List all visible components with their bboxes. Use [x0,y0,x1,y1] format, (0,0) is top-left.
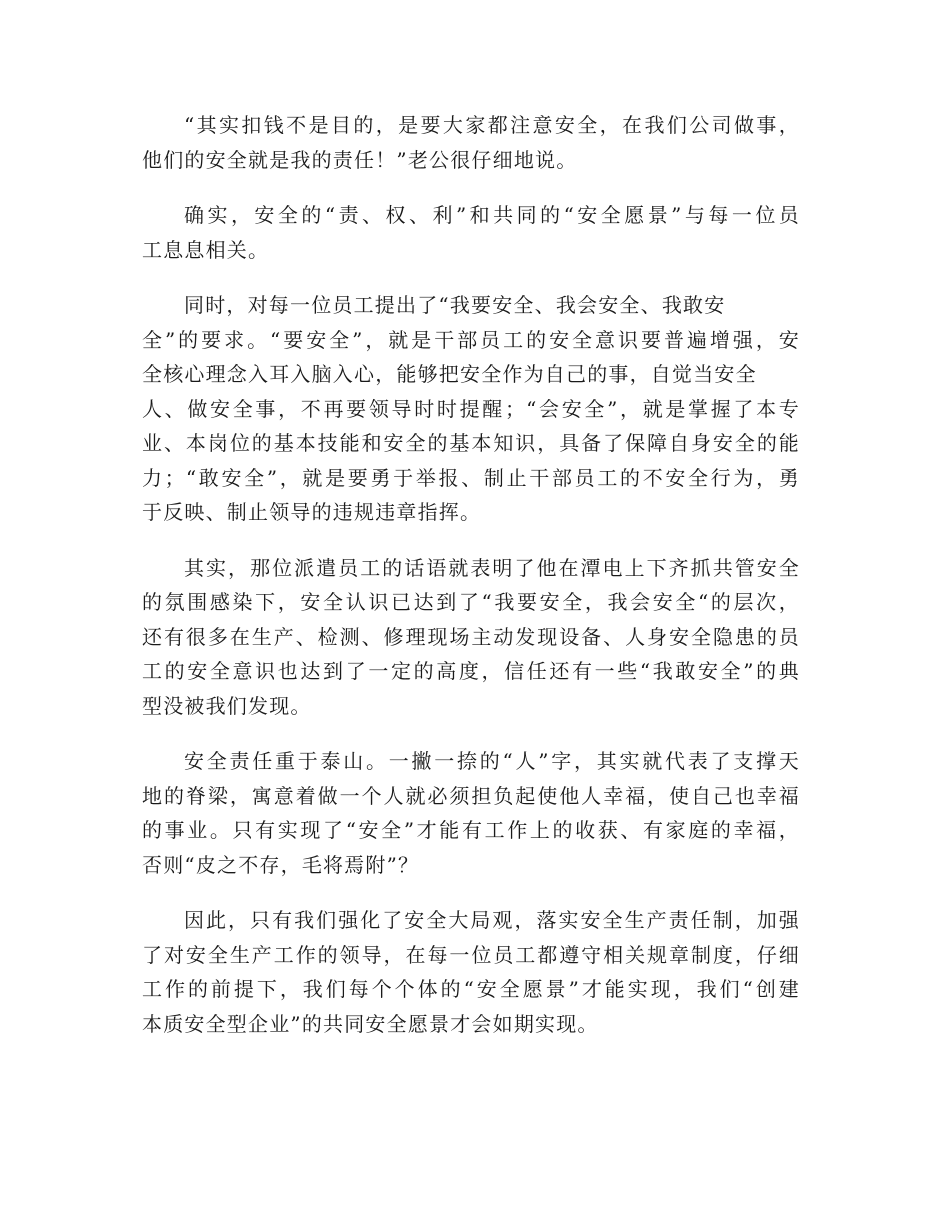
paragraph-2 [142,198,800,267]
text-line: 型没被我们发现。 [142,693,312,718]
text-line: 全核心理念入耳入脑入心，能够把安全作为自己的事，自觉当安全 [142,362,757,386]
text-line: 于反映、制止领导的违规违章指挥。 [142,500,482,524]
paragraph-5 [142,744,800,882]
text-line: 工作的前提下，我们每个个体的“安全愿景”才能实现，我们“创建 [142,977,800,1001]
text-line: 工的安全意识也达到了一定的高度，信任还有一些“我敢安全”的典 [142,659,800,683]
text-line: 力；“敢安全”，就是要勇于举报、制止干部员工的不安全行为，勇 [142,465,800,490]
text-line: 他们的安全就是我的责任！”老公很仔细地说。 [142,147,578,172]
text-line: “其实扣钱不是目的，是要大家都注意安全，在我们公司做事， [184,113,800,137]
text-line: 同时，对每一位员工提出了“我要安全、我会安全、我敢安 [184,293,726,317]
text-line: 人、做安全事，不再要领导时时提醒；“会安全”，就是掌握了本专 [142,396,800,421]
text-line: 全”的要求。“要安全”，就是干部员工的安全意识要普遍增强，安 [142,327,800,352]
text-line: 其实，那位派遣员工的话语就表明了他在潭电上下齐抓共管安全 [184,555,800,580]
paragraph-4 [142,551,800,724]
paragraph-1 [142,108,800,177]
text-line: 本质安全型企业”的共同安全愿景才会如期实现。 [142,1011,599,1036]
text-line: 还有很多在生产、检测、修理现场主动发现设备、人身安全隐患的员 [142,624,800,649]
text-line: 因此，只有我们强化了安全大局观，落实安全生产责任制，加强 [184,908,800,932]
text-line: 地的脊梁，寓意着做一个人就必须担负起使他人幸福，使自己也幸福 [142,783,800,808]
text-line: 业、本岗位的基本技能和安全的基本知识，具备了保障自身安全的能 [142,431,800,455]
text-line: 了对安全生产工作的领导，在每一位员工都遵守相关规章制度，仔细 [142,942,800,967]
paragraph-3 [142,288,800,530]
text-line: 确实，安全的“责、权、利”和共同的“安全愿景”与每一位员 [184,203,800,227]
text-line: 工息息相关。 [142,237,270,262]
text-line: 否则“皮之不存，毛将焉附”？ [142,852,420,877]
text-line: 的事业。只有实现了“安全”才能有工作上的收获、有家庭的幸福， [142,818,800,842]
text-line: 安全责任重于泰山。一撇一捺的“人”字，其实就代表了支撑天 [184,749,800,773]
paragraph-6 [142,903,800,1041]
text-line: 的氛围感染下，安全认识已达到了“我要安全，我会安全“的层次， [142,590,800,614]
